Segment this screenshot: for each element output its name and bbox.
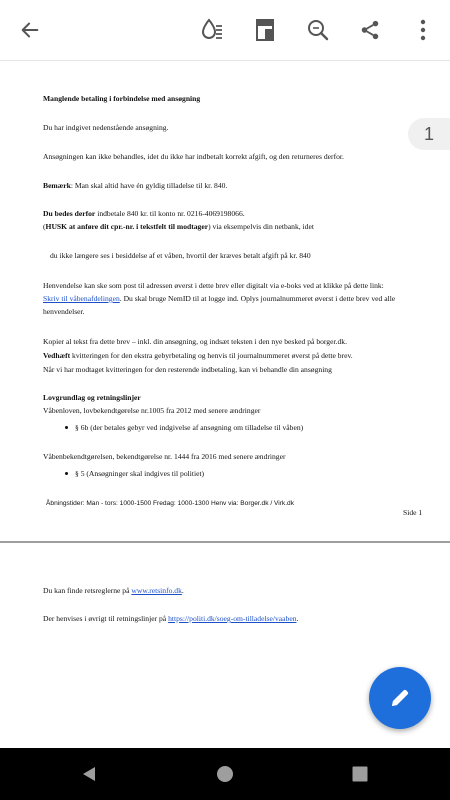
paragraph: Du har indgivet nedenstående ansøgning. [43,123,169,132]
paragraph: Henvendelse kan ske som post til adressen øverst i dette brev eller digitalt via e-boks ved at klikke på dette link: [43,281,384,290]
page-divider [0,541,450,543]
ink-drop-icon[interactable] [194,12,230,48]
paragraph: Du bedes derfor indbetale 840 kr. til konto nr. 0216-4069198066. [43,209,245,218]
back-arrow-icon[interactable] [12,12,48,48]
document-mode-icon[interactable] [247,12,283,48]
page-number-label: Side 1 [403,508,423,517]
bullet-dot [65,426,68,429]
edit-fab-button[interactable] [369,667,431,729]
pdf-page-1 [0,60,450,541]
paragraph: Når vi har modtaget kvitteringen for den resterende indbetaling, kan vi behandle din ansøgning [43,365,332,374]
paragraph: (HUSK at anføre dit cpr.-nr. i tekstfelt til modtager) via eksempelvis din netbank, idet [43,222,314,231]
police-guidelines-link[interactable]: https://politi.dk/soeg-om-tilladelse/vaaben [168,614,297,623]
paragraph: Der henvises i øvrigt til retningslinjer på https://politi.dk/soeg-om-tilladelse/vaaben. [43,614,299,623]
bullet-dot [65,472,68,475]
share-icon[interactable] [352,12,388,48]
document-viewer[interactable] [0,60,450,748]
list-item: § 6b (der betales gebyr ved indgivelse af ansøgning om tilladelse til våben) [75,423,304,432]
list-item: § 5 (Ansøgninger skal indgives til politiet) [75,469,205,478]
system-nav-bar [0,748,450,800]
write-to-weapons-dept-link[interactable]: Skriv til våbenafdelingen [43,294,120,303]
paragraph: henvendelser. [43,307,85,316]
paragraph: Skriv til våbenafdelingen. Du skal bruge NemID til at logge ind. Oplys journalnummeret øverst i dette brev ved alle [43,294,396,303]
more-vertical-icon[interactable] [405,12,441,48]
paragraph: Våbenloven, lovbekendtgørelse nr.1005 fra 2012 med senere ændringer [43,406,261,415]
section-heading: Lovgrundlag og retningslinjer [43,393,141,402]
retsinfo-link[interactable]: www.retsinfo.dk [131,586,182,595]
letter-heading: Manglende betaling i forbindelse med ansøgning [43,94,201,103]
top-toolbar [0,0,450,60]
footer-opening-hours: Åbningstider: Man - tors: 1000-1500 Fredag: 1000-1300 Henv via: Borger.dk / Virk.dk [46,500,295,507]
paragraph: du ikke længere ses i besiddelse af et våben, hvortil der kræves betalt afgift på kr. 840 [50,251,311,260]
paragraph: Vedhæft kvitteringen for den ekstra gebyrbetaling og henvis til journalnummeret øverst på dette brev. [43,351,353,360]
paragraph: Ansøgningen kan ikke behandles, idet du ikke har indbetalt korrekt afgift, og den returneres derfor. [43,152,344,161]
nav-home-icon[interactable] [213,762,237,786]
page-indicator: 1 [408,118,450,150]
paragraph: Våbenbekendtgørelsen, bekendtgørelse nr. 1444 fra 2016 med senere ændringer [43,452,286,461]
paragraph: Du kan finde retsreglerne på www.retsinfo.dk. [43,586,184,595]
paragraph: Bemærk: Man skal altid have én gyldig tilladelse til kr. 840. [43,181,228,190]
paragraph: Kopier al tekst fra dette brev – inkl. din ansøgning, og indsæt teksten i den nye besked på borger.dk. [43,337,347,346]
search-icon[interactable] [300,12,336,48]
nav-back-icon[interactable] [77,762,101,786]
edit-pencil-icon [388,686,412,710]
nav-recents-icon[interactable] [348,762,372,786]
